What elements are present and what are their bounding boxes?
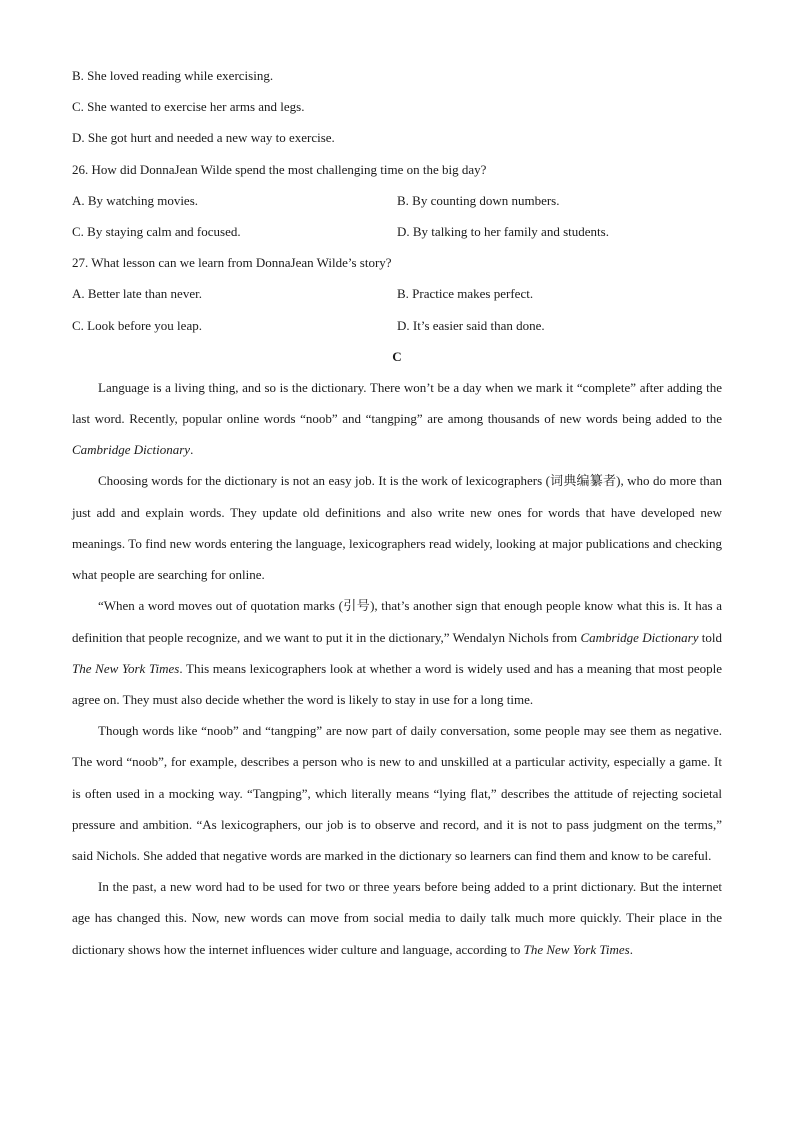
exam-page: [72, 60, 722, 965]
passage-paragraph-1: [72, 372, 722, 466]
q26-options-row-1: [72, 185, 722, 216]
paragraph-3-text-c: . This means lexicographers look at whether a word is widely used and has a meaning that most people agree on. They must also decide whether the word is likely to stay in use for a long time.: [72, 660, 722, 707]
paragraph-3-italic-newspaper: The New York Times: [72, 660, 180, 676]
paragraph-5-end: .: [629, 941, 633, 957]
paragraph-1-text: Language is a living thing, and so is the dictionary. There won’t be a day when we mark it “complete” after adding the last word. Recently, popular online words “noob” and “tangping” are among thousands of new words being added to the: [72, 379, 722, 427]
q26-option-d: D. By talking to her family and students.: [397, 223, 609, 239]
q26-option-b: B. By counting down numbers.: [397, 192, 560, 208]
paragraph-3-text-b: told: [698, 629, 722, 645]
q26-option-a: A. By watching movies.: [72, 192, 199, 208]
paragraph-1-italic-title: Cambridge Dictionary: [72, 442, 191, 458]
q27-stem: 27. What lesson can we learn from DonnaJean Wilde’s story?: [72, 255, 392, 271]
passage-heading: C: [392, 348, 402, 364]
q25-option-d: D. She got hurt and needed a new way to exercise.: [72, 130, 335, 146]
paragraph-5-text: In the past, a new word had to be used for two or three years before being added to a print dictionary. But the internet age has changed this. Now, new words can move from social media to daily talk much more quickly. Their place in the dictionary shows how the internet influences wider culture and language, according to: [72, 879, 722, 957]
paragraph-1-end: .: [190, 442, 194, 458]
q27-option-c: C. Look before you leap.: [72, 317, 202, 333]
q27-options-row-1: [72, 278, 722, 309]
paragraph-5-italic-newspaper: The New York Times: [523, 941, 630, 957]
q25-option-b: B. She loved reading while exercising.: [72, 68, 274, 83]
q27-options-row-2: [72, 310, 722, 341]
paragraph-3-italic-source: Cambridge Dictionary: [580, 629, 699, 645]
q27-option-b: B. Practice makes perfect.: [397, 286, 534, 302]
q26-option-c: C. By staying calm and focused.: [72, 223, 241, 239]
q26-options-row-2: [72, 216, 722, 247]
paragraph-3-text-a: “When a word moves out of quotation marks (引号), that’s another sign that enough people know what this is. It has a definition that people recognize, and we want to put it in the dictionary,” Wendalyn Nichols from: [72, 598, 722, 645]
q27-option-d: D. It’s easier said than done.: [397, 317, 545, 333]
passage-paragraph-2: Choosing words for the dictionary is not an easy job. It is the work of lexicographers (词典编纂者), who do more than just add and explain words. They update old definitions and also write new ones for words that have developed new meanings. To find new words entering the language, lexicographers read widely, looking at major publications and checking what people are searching for online.: [72, 473, 722, 583]
passage-paragraph-5: [72, 871, 722, 965]
q26-stem: 26. How did DonnaJean Wilde spend the most challenging time on the big day?: [72, 161, 487, 177]
q25-option-c: C. She wanted to exercise her arms and legs.: [72, 99, 305, 115]
passage-paragraph-4: Though words like “noob” and “tangping” are now part of daily conversation, some people may see them as negative. The word “noob”, for example, describes a person who is new to and unskilled at a particular activity, especially a game. It is often used in a mocking way. “Tangping”, which literally means “lying flat,” describes the attitude of rejecting societal pressure and ambition. “As lexicographers, our job is to observe and record, and it is not to pass judgment on the terms,” said Nichols. She added that negative words are marked in the dictionary so learners can find them and know to be careful.: [72, 723, 722, 863]
q27-option-a: A. Better late than never.: [72, 286, 202, 302]
passage-paragraph-3: [72, 590, 722, 715]
